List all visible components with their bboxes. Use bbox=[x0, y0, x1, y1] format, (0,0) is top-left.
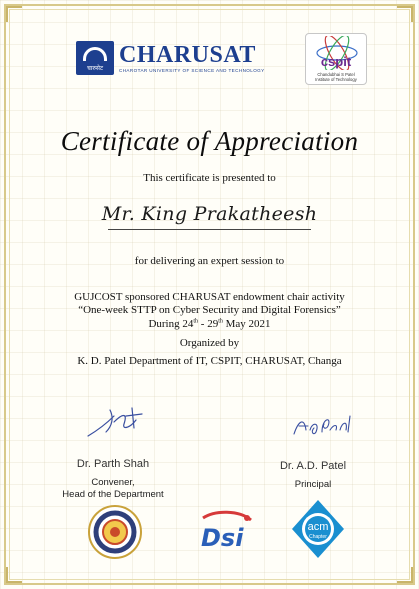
charusat-tagline: CHAROTAR UNIVERSITY OF SCIENCE AND TECHNOLOGY bbox=[119, 68, 265, 73]
recipient-name: Mr. King Prakatheesh bbox=[101, 203, 318, 225]
left-role-line: Convener, bbox=[91, 477, 135, 488]
cspit-caption bbox=[306, 72, 366, 82]
presented-line: This certificate is presented to bbox=[143, 172, 276, 184]
corner-ornament bbox=[397, 6, 413, 22]
right-signatory-name: Dr. A.D. Patel bbox=[279, 460, 347, 472]
dates-sup: th bbox=[218, 318, 223, 325]
acm-chapter-logo bbox=[290, 498, 346, 560]
right-signature bbox=[290, 408, 358, 442]
dsi-logo bbox=[195, 510, 257, 552]
dates-line bbox=[0, 318, 419, 331]
left-signature bbox=[84, 402, 154, 442]
corner-ornament bbox=[6, 6, 22, 22]
cspit-logo bbox=[305, 33, 367, 85]
acm-chapter-text: Chapter bbox=[309, 534, 327, 540]
left-signatory-name: Dr. Parth Shah bbox=[76, 458, 150, 470]
charusat-emblem-text: चारुसेट bbox=[86, 64, 104, 72]
cspit-caption-line: Institute of Technology bbox=[315, 77, 357, 82]
certificate-title: Certificate of Appreciation bbox=[60, 126, 359, 156]
charusat-emblem-icon bbox=[76, 41, 114, 75]
organized-by-line: Organized by bbox=[179, 337, 240, 349]
gujcost-seal-icon bbox=[88, 505, 142, 559]
program-line: “One-week STTP on Cyber Security and Digital Forensics” bbox=[78, 304, 341, 316]
dates-sup: th bbox=[193, 318, 199, 325]
charusat-wordmark: CHARUSAT bbox=[119, 42, 256, 68]
left-signatory-role bbox=[48, 477, 178, 501]
cspit-wordmark: cspit bbox=[320, 54, 352, 69]
recipient-underline bbox=[108, 229, 311, 230]
left-role-line: Head of the Department bbox=[62, 489, 164, 500]
charusat-logo bbox=[76, 41, 265, 75]
dates-text: - 29 bbox=[198, 318, 219, 330]
purpose-line: for delivering an expert session to bbox=[134, 255, 285, 267]
department-line: K. D. Patel Department of IT, CSPIT, CHARUSAT, Changa bbox=[77, 355, 342, 367]
right-signatory-role: Principal bbox=[294, 479, 332, 490]
dates-text: May 2021 bbox=[222, 318, 271, 330]
corner-ornament bbox=[6, 567, 22, 583]
acm-wordmark: acm bbox=[307, 521, 329, 533]
dsi-wordmark: Dsi bbox=[201, 524, 244, 552]
cspit-caption-line: Chandubhai S Patel bbox=[317, 72, 355, 77]
activity-line: GUJCOST sponsored CHARUSAT endowment chair activity bbox=[74, 291, 345, 303]
corner-ornament bbox=[397, 567, 413, 583]
dates-text: During 24 bbox=[148, 318, 194, 330]
